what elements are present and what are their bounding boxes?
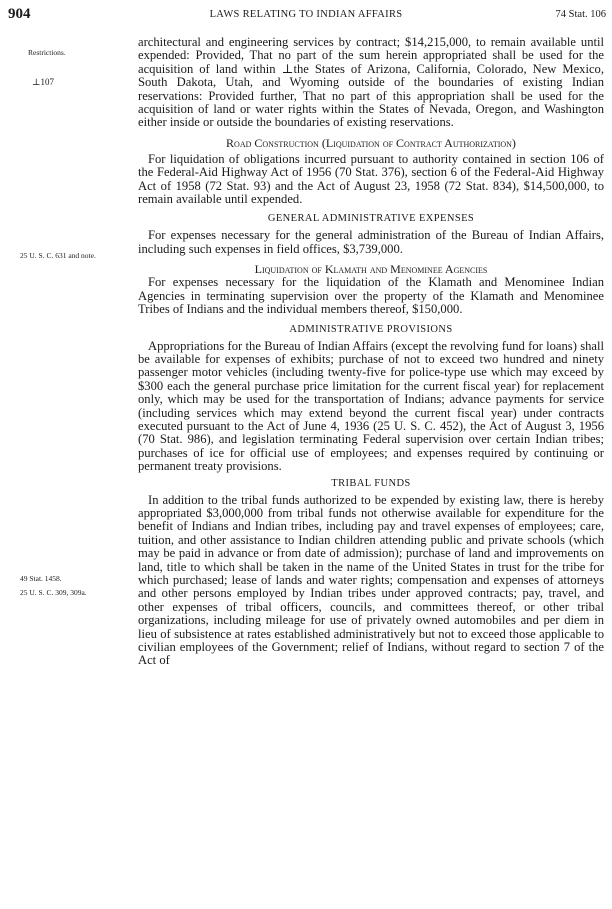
paragraph-road-construction: For liquidation of obligations incurred pursuant to authority contained in section 106 of the Federal-Aid Highway Act of 1956 (70 Stat. 376), section 6 of the Federal-Aid Highway Act of 1958 (72 Stat. 93) and the Act of August 23, 1958 (72 Stat. 834), $14,500,000, to remain available until expended.	[138, 151, 604, 207]
paragraph-klamath: For expenses necessary for the liquidation of the Klamath and Menominee Indian Agencies in terminating supervision over the property of the Klamath and Menominee Tribes of Indians and the individual members thereof, $150,000.	[138, 275, 604, 317]
paragraph-construction: architectural and engineering services by contract; $14,215,000, to remain available until expended: Provided, That no part of the sum herein appropriated shall be used for the acquisition of land within ⊥the States of Arizona, California, Colorado, New Mexico, South Dakota, Utah, and Wyoming outside of the boundaries of existing Indian reservations: Provided further, That no part of this appropriation shall be used for the acquisition of land or water rights within the States of Nevada, Oregon, and Washington either inside or outside the boundaries of existing reservations.	[138, 35, 604, 130]
margin-note-page-marker: ⊥107	[32, 77, 54, 87]
heading-general-admin: GENERAL ADMINISTRATIVE EXPENSES	[267, 213, 475, 225]
heading-tribal-funds: TRIBAL FUNDS	[331, 477, 411, 489]
stat-reference: 74 Stat. 106	[555, 9, 606, 20]
margin-note-49-stat: 49 Stat. 1458.	[20, 574, 62, 583]
running-title: LAWS RELATING TO INDIAN AFFAIRS	[209, 9, 403, 20]
main-text	[138, 36, 604, 668]
paragraph-general-admin: For expenses necessary for the general administration of the Bureau of Indian Affairs, including such expenses in field offices, $3,739,000.	[138, 228, 604, 256]
page-number: 904	[8, 6, 31, 22]
heading-admin-provisions: ADMINISTRATIVE PROVISIONS	[289, 323, 453, 335]
heading-road-construction: Road Construction (Liquidation of Contract Authorization)	[226, 135, 516, 150]
margin-note-usc-631: 25 U. S. C. 631 and note.	[20, 251, 96, 260]
running-header	[0, 6, 612, 26]
paragraph-tribal-funds: In addition to the tribal funds authorized to be expended by existing law, there is hereby appropriated $3,000,000 from tribal funds not otherwise available for expenditure for the benefit of Indians and Indian tribes, including pay and travel expenses of employees; care, tuition, and other assistance to Indian children attending public and private schools (which may be paid in advance or from date of admission); purchase of land and improvements on land, title to which shall be taken in the name of the United States in trust for the tribe for which purchased; lease of lands and water rights; compensation and expenses of attorneys and other persons employed by Indian tribes under approved contracts; pay, travel, and other expenses of tribal officers, councils, and committees thereof, or other tribal organizations, including mileage for use of privately owned automobiles and per diem in lieu of subsistence at rates established administratively but not to exceed those applicable to civilian employees of the Government; relief of Indians, without regard to section 7 of the Act of	[138, 492, 604, 668]
margin-note-restrictions: Restrictions.	[28, 48, 66, 57]
heading-klamath: Liquidation of Klamath and Menominee Agencies	[254, 262, 488, 277]
paragraph-admin-provisions: Appropriations for the Bureau of Indian Affairs (except the revolving fund for loans) shall be available for expenses of exhibits; purchase of not to exceed two hundred and ninety passenger motor vehicles (including twenty-five for police-type use which may exceed by $300 each the general purchase price limitation for the current fiscal year) for replacement only, which may be used for the transportation of Indians; advance payments for service (including services which may extend beyond the current fiscal year) under contracts executed pursuant to the Act of June 4, 1936 (25 U. S. C. 452), the Act of August 3, 1956 (70 Stat. 986), and legislation terminating Federal supervision over certain Indian tribes; purchases of ice for official use of employees; and expenses required by continuing or permanent treaty provisions.	[138, 338, 604, 474]
margin-note-usc-309: 25 U. S. C. 309, 309a.	[20, 588, 87, 597]
